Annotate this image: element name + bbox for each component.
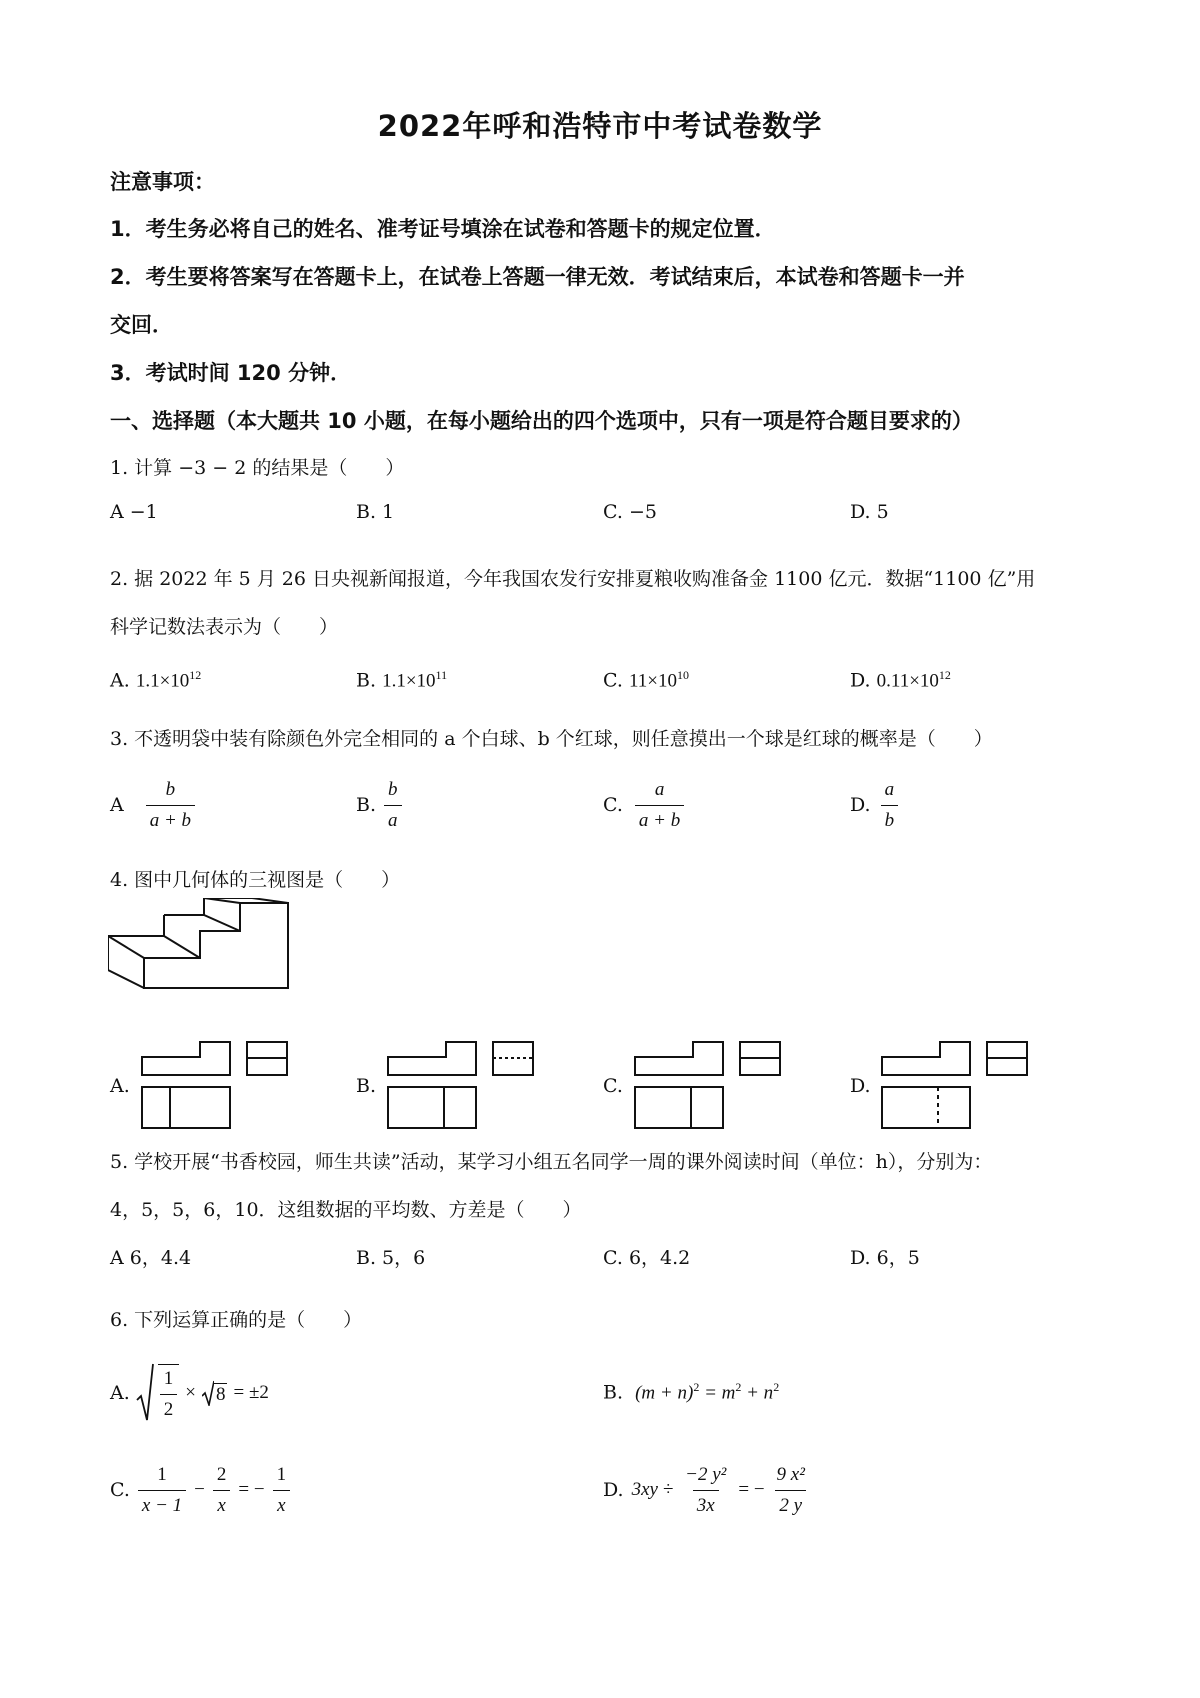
question-6-stem: 6. 下列运算正确的是（ ） bbox=[110, 1309, 363, 1331]
section-heading: 一、选择题（本大题共 10 小题，在每小题给出的四个选项中，只有一项是符合题目要求的） bbox=[110, 409, 973, 433]
question-4-option-b-views bbox=[386, 1040, 536, 1130]
notice-item-3: 3．考试时间 120 分钟． bbox=[110, 361, 352, 385]
solid-figure bbox=[108, 898, 293, 993]
question-3-option-b: B. $\frac{b}{a}$ bbox=[356, 778, 402, 833]
question-2-option-d: D. $0.11\times 10^{12}$ bbox=[850, 668, 951, 692]
question-3-option-c: C. $\frac{a}{a + b}$ bbox=[603, 778, 684, 833]
question-5-option-d: D. 6，5 bbox=[850, 1247, 920, 1269]
notice-heading: 注意事项： bbox=[110, 170, 215, 194]
question-1-option-a: A −1 bbox=[110, 501, 158, 523]
question-4-option-a-label: A. bbox=[110, 1075, 130, 1097]
fraction: $\frac{b}{a + b}$ bbox=[146, 778, 195, 833]
radical-sign-icon bbox=[202, 1380, 214, 1406]
notice-item-2: 2．考生要将答案写在答题卡上，在试卷上答题一律无效．考试结束后，本试卷和答题卡一并 bbox=[110, 265, 965, 289]
fraction: $\frac{a}{a + b}$ bbox=[635, 778, 684, 833]
question-6-option-d: D. 3xy ÷ $\frac{\text{−2 y²}}{3x}$ = − $\frac{\text{9 x²}}{2 y}$ bbox=[603, 1464, 805, 1516]
question-6-option-c: C. $\frac{1}{x - 1}$ − $\frac{2}{x}$ = − $\frac{1}{x}$ bbox=[110, 1463, 290, 1518]
radical-sign-icon bbox=[136, 1362, 154, 1424]
question-5-option-c: C. 6，4.2 bbox=[603, 1247, 691, 1269]
question-1-option-d: D. 5 bbox=[850, 501, 889, 523]
question-3-option-d: D. $\frac{a}{b}$ bbox=[850, 778, 898, 833]
page-title: 2022年呼和浩特市中考试卷数学 bbox=[377, 109, 823, 143]
question-3-option-a: A $\frac{b}{a + b}$ bbox=[110, 778, 195, 833]
question-2-option-a: A. $1.1\times 10^{12}$ bbox=[110, 668, 202, 692]
fraction: $\frac{b}{a}$ bbox=[384, 778, 402, 833]
question-4-option-a-views bbox=[140, 1040, 290, 1130]
question-5-option-b: B. 5，6 bbox=[356, 1247, 426, 1269]
question-5-option-a: A 6，4.4 bbox=[110, 1247, 192, 1269]
question-6-option-b: B. $(m + n)^2 = m^2 + n^2$ bbox=[603, 1380, 780, 1404]
question-4-option-d-label: D. bbox=[850, 1075, 871, 1097]
question-1-stem: 1. 计算 −3 − 2 的结果是（ ） bbox=[110, 457, 405, 479]
question-1-option-c: C. −5 bbox=[603, 501, 657, 523]
question-1-option-b: B. 1 bbox=[356, 501, 395, 523]
fraction: $\frac{a}{b}$ bbox=[881, 778, 899, 833]
notice-item-1: 1．考生务必将自己的姓名、准考证号填涂在试卷和答题卡的规定位置． bbox=[110, 217, 776, 241]
question-6-option-a: A. $\frac{1}{2}$ × 8 = ±2 bbox=[110, 1362, 269, 1424]
question-2-stem-cont: 科学记数法表示为（ ） bbox=[110, 616, 339, 638]
question-3-stem: 3. 不透明袋中装有除颜色外完全相同的 a 个白球、b 个红球，则任意摸出一个球是红球的概率是（ ） bbox=[110, 728, 993, 750]
question-4-option-d-views bbox=[880, 1040, 1030, 1130]
question-2-option-b: B. $1.1\times 10^{11}$ bbox=[356, 668, 448, 692]
question-2-option-c: C. $11\times 10^{10}$ bbox=[603, 668, 689, 692]
question-4-option-c-views bbox=[633, 1040, 783, 1130]
question-5-stem: 5. 学校开展“书香校园，师生共读”活动，某学习小组五名同学一周的课外阅读时间（单位：h），分别为： bbox=[110, 1151, 993, 1173]
question-4-option-c-label: C. bbox=[603, 1075, 623, 1097]
question-2-stem: 2. 据 2022 年 5 月 26 日央视新闻报道，今年我国农发行安排夏粮收购准备金 1100 亿元．数据“1100 亿”用 bbox=[110, 568, 1036, 590]
notice-item-2-cont: 交回． bbox=[110, 313, 173, 337]
question-4-stem: 4. 图中几何体的三视图是（ ） bbox=[110, 869, 401, 891]
question-5-stem-cont: 4，5，5，6，10．这组数据的平均数、方差是（ ） bbox=[110, 1199, 582, 1221]
question-4-option-b-label: B. bbox=[356, 1075, 377, 1097]
